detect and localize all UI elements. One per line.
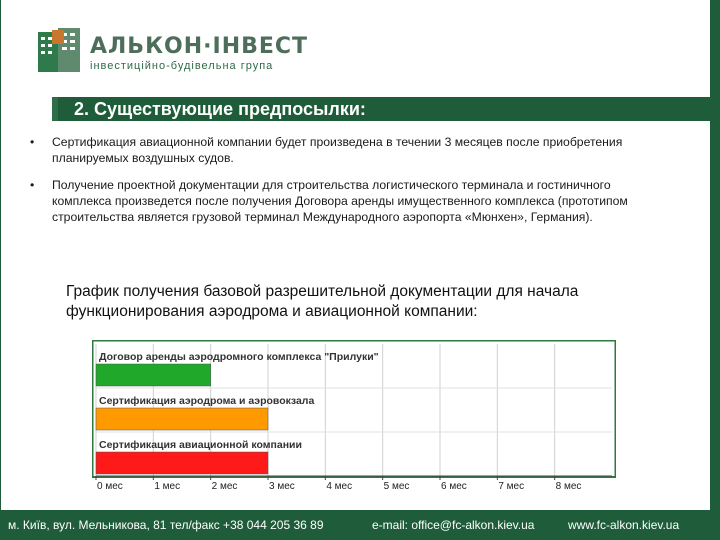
chart-heading: График получения базовой разрешительной документации для начала функционирования аэродрома и авиационной компании: <box>66 283 579 320</box>
x-tick-label: 3 мес <box>269 481 295 492</box>
x-tick-label: 6 мес <box>441 481 467 492</box>
building-logo-icon <box>38 28 80 72</box>
bullet-text: Сертификация авиационной компании будет произведена в течении 3 месяцев после приобретения планируемых воздушных судов. <box>52 135 623 165</box>
x-tick-label: 2 мес <box>211 481 238 492</box>
bullet-item <box>30 177 670 225</box>
x-tick-label: 8 мес <box>555 481 582 492</box>
x-tick-label: 5 мес <box>383 481 410 492</box>
bar-label: Сертификация авиационной компании <box>99 439 302 451</box>
x-tick-label: 1 мес <box>154 481 181 492</box>
footer-bar <box>0 510 720 540</box>
gantt-chart <box>92 340 616 492</box>
slide-title: 2. Существующие предпосылки: <box>74 99 366 119</box>
bullet-text: Получение проектной документации для строительства логистического терминала и гостиничного комплекса произведется после получения Договора аренды имущественного комплекса (прототипом строительства является грузовой терминал Международного аэропорта «Мюнхен», Германия). <box>52 178 628 224</box>
footer-address: м. Київ, вул. Мельникова, 81 тел/факс +38 044 205 36 89 <box>8 518 324 532</box>
footer-website[interactable]: www.fc-alkon.kiev.ua <box>568 518 680 532</box>
bar-label: Договор аренды аэродромного комплекса "Прилуки" <box>99 351 379 363</box>
bullet-item <box>30 134 670 166</box>
title-bar-accent <box>52 97 58 121</box>
logo-tagline: інвестиційно-будівельна група <box>90 60 274 72</box>
gantt-bar <box>96 364 211 386</box>
gantt-bar <box>96 408 268 430</box>
logo-name: АЛЬКОН·ІНВЕСТ <box>90 34 309 59</box>
x-tick-label: 4 мес <box>326 481 353 492</box>
bullet-marker: • <box>30 178 35 192</box>
bullet-marker: • <box>30 135 35 149</box>
bar-label: Сертификация аэродрома и аэровокзала <box>99 395 315 407</box>
footer-email[interactable]: e-mail: office@fc-alkon.kiev.ua <box>372 518 535 532</box>
x-tick-label: 7 мес <box>498 481 525 492</box>
bullet-list <box>30 134 670 236</box>
x-tick-label: 0 мес <box>97 481 123 492</box>
gantt-bar <box>96 452 268 474</box>
